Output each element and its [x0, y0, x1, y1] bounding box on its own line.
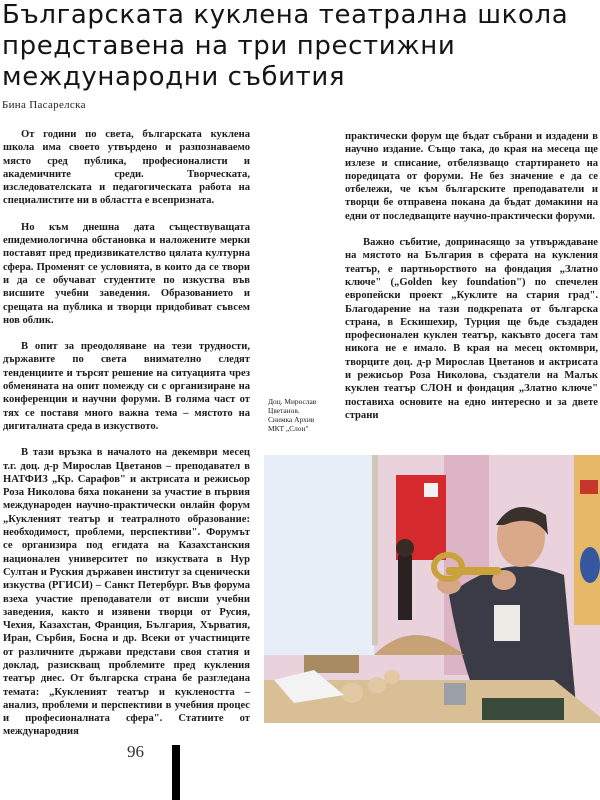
paragraph: В тази връзка в началото на декември месец т.г. доц. д-р Мирослав Цветанов – преподавател в НАТФИЗ „Кр. Сарафов" и актрисата и режисьор Роза Николова бяха поканени за участие в първия международен научно-практически онлайн форум „Кукленият театър и театралното образование: необходимост, проблеми, перспективи". Форумът се организира под егидата на Казахстанския национален университет по изкуствата в Нур Султан и Руския държавен институт за сценически изкуства (РГИСИ) – Санкт Петербург. Във форума взеха участие преподаватели от висши учебни заведения, както и изявени творци от Русия, Чехия, Казахстан, Франция, България, Хърватия, Иран, Сърбия, Босна и др. Всеки от участниците от различните държави представи своя статия и доклад, разискващ проблемите пред кукления театър днес. От българска страна бе разгледана темата: „Кукленият театър и куклеността – анализ, проблеми и перспективи в учебния процес и професионалната сфера". Статиите от международния	[3, 447, 250, 738]
author-byline: Бина Пасарелска	[2, 99, 86, 111]
page-number: 96	[127, 742, 144, 761]
caption-line: МКТ „Слон"	[268, 424, 309, 433]
article-title	[2, 0, 598, 93]
paragraph: От години по света, българската куклена школа има своето утвърдено и разпознаваемо място сред публика, професионалисти и академичните среди. Творческата, изследователската и педагогическата работа на специалистите ни в областта е всепризната.	[3, 129, 250, 207]
paragraph: практически форум ще бъдат събрани и издадени в научно издание. Също така, до края на месеца ще излезе и списание, отбелязващо стартирането на поредицата от форуми. Не без значение е да се отбележи, че към българските преподаватели и творци бе отправена покана да бъдат домакини на едни от последващите научно-практически форуми.	[345, 131, 598, 222]
paragraph: В опит за преодоляване на тези трудности, държавите по света внимателно следят тенденциите и търсят решение на ситуацията чрез обменяната на опит помежду си с организиране на конференции и научни форуми. В голяма част от тях се поставя много важна тема – мястото на дигиталната среда в изкуството.	[3, 341, 250, 432]
photo-illustration	[264, 455, 600, 737]
photo-caption	[268, 397, 342, 433]
paragraph: Важно събитие, допринасящо за утвърждаване на мястото на България в сферата на кукления театър, е партньорството на фондация „Златно ключе" („Golden key foundation") по спечелен европейски проект „Куклите на стария град". Благодарение на тази подкрепата от българска страна, в Ескишехир, Турция ще бъде създаден професионален куклен театър, какъвто досега там никога не е имало. В края на месец октомври, творците доц. д-р Мирослав Цветанов и актрисата и режисьор Роза Николова, създатели на Малък куклен театър СЛОН и фондация „Златно ключе" поставиха основите на едно интересно и за двете страни	[345, 237, 598, 421]
right-column	[345, 130, 598, 435]
title-line-3: международни събития	[2, 62, 346, 92]
paragraph: Но към днешна дата съществуващата епидемиологична обстановка и наложените мерки поставят пред предизвикателство цялата културна сфера. Променят се условията, в които да се твори и да се обучават студентите по изкуства във висшите учебни заведения. Образованието и срещата на публика и творци придобиват съвсем нов облик.	[3, 221, 250, 326]
caption-line: Цветанов.	[268, 406, 300, 415]
article-photo	[264, 455, 600, 737]
title-line-2: представена на три престижни	[2, 31, 456, 61]
title-line-1: Българската куклена театрална школа	[2, 0, 569, 30]
page-divider-bar	[172, 745, 180, 800]
caption-line: Доц. Мирослав	[268, 397, 317, 406]
caption-line: Снимка Архив	[268, 415, 315, 424]
left-column	[3, 128, 250, 752]
